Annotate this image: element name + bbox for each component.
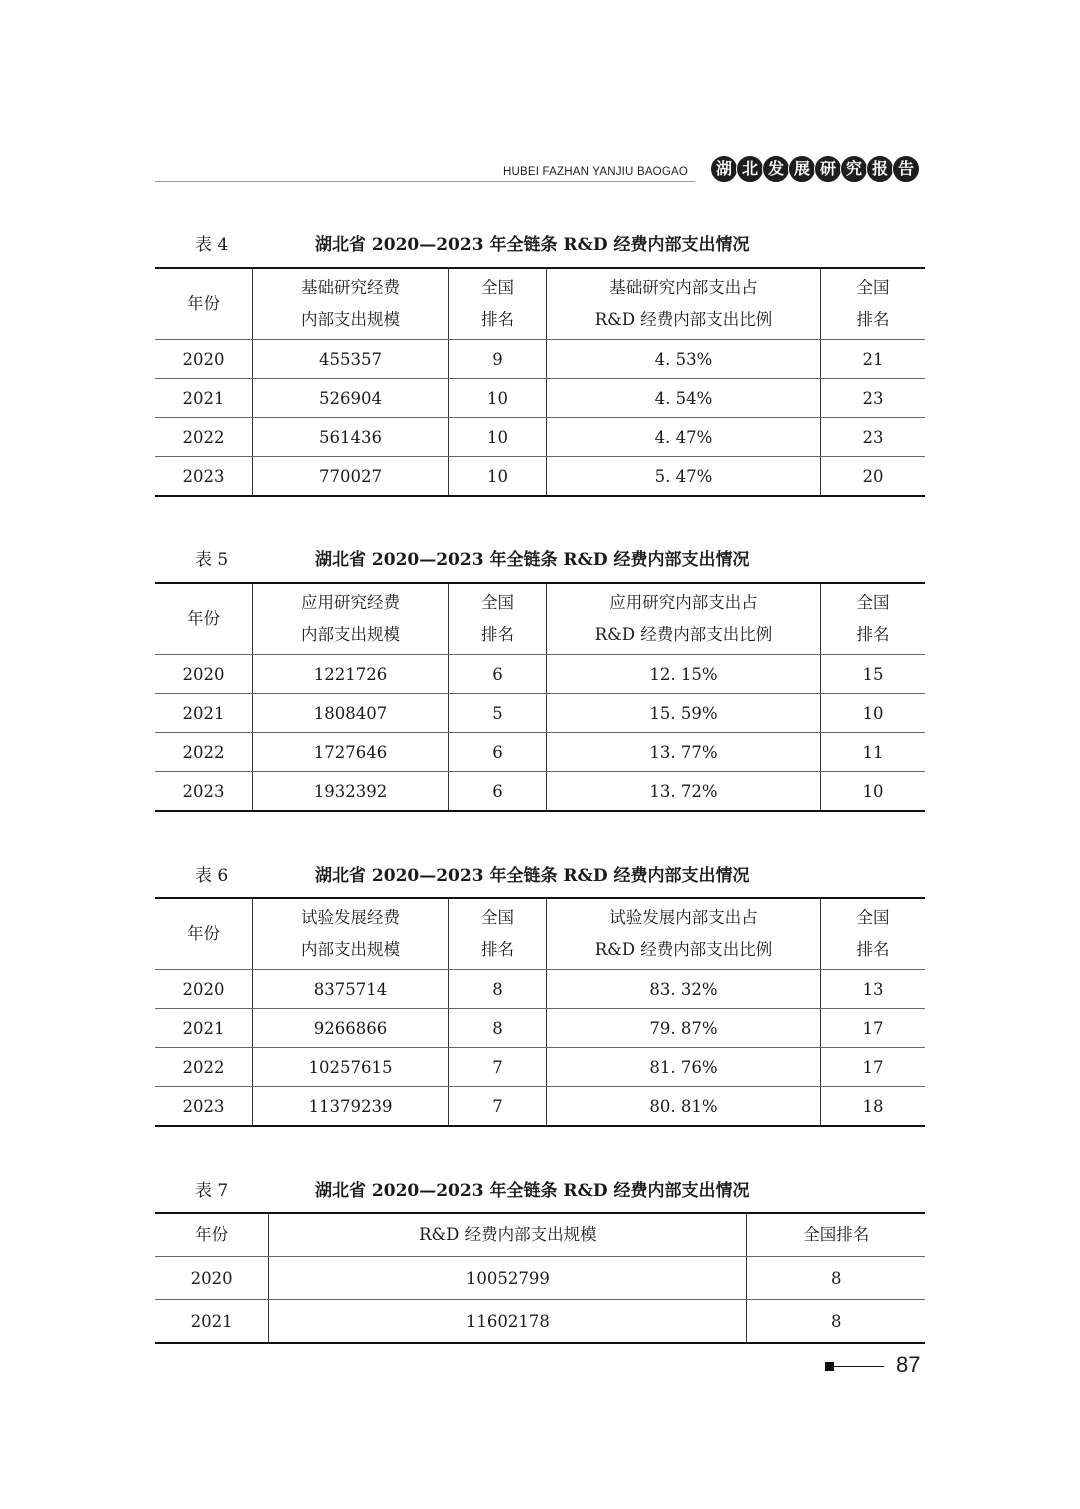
table-cell: 18 xyxy=(821,1087,926,1127)
table-cell: 455357 xyxy=(253,340,449,379)
table-cell: 7 xyxy=(449,1087,547,1127)
page-number: 87 xyxy=(896,1352,921,1377)
table-label: 表 4 xyxy=(195,235,229,255)
table-label: 表 6 xyxy=(195,866,229,886)
table-cell: 2020 xyxy=(155,1257,269,1300)
table-cell: 7 xyxy=(449,1048,547,1087)
table-5 xyxy=(155,582,925,812)
table-cell: 9 xyxy=(449,340,547,379)
table-header-row xyxy=(155,268,925,340)
table-cell: 6 xyxy=(449,772,547,812)
header-char: 北 xyxy=(736,155,764,183)
table-cell: 770027 xyxy=(253,457,449,497)
header-char: 告 xyxy=(892,155,920,183)
table-row xyxy=(155,457,925,497)
footer-square-mark xyxy=(825,1362,834,1371)
table-row xyxy=(155,1257,925,1300)
header-rule xyxy=(155,181,695,182)
table-cell: 17 xyxy=(821,1009,926,1048)
table-cell: 4. 54% xyxy=(547,379,821,418)
table-6-caption xyxy=(155,861,925,885)
table-cell: 2023 xyxy=(155,1087,253,1127)
table-cell: 2021 xyxy=(155,1300,269,1344)
table-title: 湖北省 2020—2023 年全链条 R&D 经费内部支出情况 xyxy=(315,1181,750,1201)
table-row xyxy=(155,772,925,812)
column-header: 应用研究经费 内部支出规模 xyxy=(253,583,449,655)
header-char: 发 xyxy=(762,155,790,183)
table-cell: 15. 59% xyxy=(547,694,821,733)
column-header: 全国 排名 xyxy=(821,268,926,340)
table-4 xyxy=(155,267,925,497)
table-cell: 2021 xyxy=(155,379,253,418)
table-cell: 10 xyxy=(449,418,547,457)
table-cell: 2022 xyxy=(155,418,253,457)
table-6 xyxy=(155,897,925,1127)
table-cell: 4. 53% xyxy=(547,340,821,379)
table-cell: 2023 xyxy=(155,772,253,812)
table-cell: 21 xyxy=(821,340,926,379)
table-row xyxy=(155,694,925,733)
column-header: 年份 xyxy=(155,1213,269,1257)
table-row xyxy=(155,733,925,772)
table-cell: 20 xyxy=(821,457,926,497)
table-cell: 79. 87% xyxy=(547,1009,821,1048)
table-7-caption xyxy=(155,1176,925,1200)
table-cell: 2020 xyxy=(155,970,253,1009)
table-cell: 8 xyxy=(449,1009,547,1048)
column-header: 全国 排名 xyxy=(449,268,547,340)
table-cell: 8 xyxy=(747,1257,925,1300)
table-7 xyxy=(155,1212,925,1344)
table-cell: 11379239 xyxy=(253,1087,449,1127)
table-row xyxy=(155,970,925,1009)
table-cell: 81. 76% xyxy=(547,1048,821,1087)
table-cell: 13. 72% xyxy=(547,772,821,812)
table-cell: 1932392 xyxy=(253,772,449,812)
table-cell: 10257615 xyxy=(253,1048,449,1087)
table-cell: 10 xyxy=(821,772,926,812)
table-cell: 1727646 xyxy=(253,733,449,772)
column-header: 全国排名 xyxy=(747,1213,925,1257)
table-body xyxy=(155,655,925,812)
table-row xyxy=(155,655,925,694)
table-body xyxy=(155,970,925,1127)
column-header: R&D 经费内部支出规模 xyxy=(269,1213,747,1257)
table-cell: 2021 xyxy=(155,694,253,733)
table-cell: 11 xyxy=(821,733,926,772)
table-cell: 561436 xyxy=(253,418,449,457)
table-cell: 4. 47% xyxy=(547,418,821,457)
table-row xyxy=(155,340,925,379)
table-body xyxy=(155,340,925,497)
header-english-title: HUBEI FAZHAN YANJIU BAOGAO xyxy=(503,166,688,178)
column-header: 试验发展内部支出占 R&D 经费内部支出比例 xyxy=(547,898,821,970)
header-char: 展 xyxy=(788,155,816,183)
table-row xyxy=(155,379,925,418)
table-row xyxy=(155,418,925,457)
column-header: 年份 xyxy=(155,268,253,340)
table-cell: 526904 xyxy=(253,379,449,418)
table-cell: 10052799 xyxy=(269,1257,747,1300)
table-4-caption xyxy=(155,230,925,254)
table-header-row xyxy=(155,1213,925,1257)
table-cell: 1221726 xyxy=(253,655,449,694)
running-header xyxy=(155,150,920,186)
table-cell: 12. 15% xyxy=(547,655,821,694)
table-cell: 6 xyxy=(449,655,547,694)
header-char: 报 xyxy=(866,155,894,183)
table-cell: 9266866 xyxy=(253,1009,449,1048)
column-header: 基础研究内部支出占 R&D 经费内部支出比例 xyxy=(547,268,821,340)
table-row xyxy=(155,1087,925,1127)
table-label: 表 5 xyxy=(195,550,229,570)
table-title: 湖北省 2020—2023 年全链条 R&D 经费内部支出情况 xyxy=(315,550,750,570)
table-cell: 17 xyxy=(821,1048,926,1087)
table-cell: 80. 81% xyxy=(547,1087,821,1127)
table-cell: 13. 77% xyxy=(547,733,821,772)
column-header: 年份 xyxy=(155,583,253,655)
table-cell: 8 xyxy=(449,970,547,1009)
table-header-row xyxy=(155,583,925,655)
table-cell: 10 xyxy=(449,457,547,497)
table-cell: 11602178 xyxy=(269,1300,747,1344)
table-body xyxy=(155,1257,925,1344)
table-cell: 83. 32% xyxy=(547,970,821,1009)
column-header: 应用研究内部支出占 R&D 经费内部支出比例 xyxy=(547,583,821,655)
table-header-row xyxy=(155,898,925,970)
header-char: 湖 xyxy=(710,155,738,183)
table-cell: 2021 xyxy=(155,1009,253,1048)
table-label: 表 7 xyxy=(195,1181,229,1201)
page-footer xyxy=(822,1352,922,1382)
table-cell: 2022 xyxy=(155,733,253,772)
table-cell: 15 xyxy=(821,655,926,694)
table-title: 湖北省 2020—2023 年全链条 R&D 经费内部支出情况 xyxy=(315,235,750,255)
column-header: 年份 xyxy=(155,898,253,970)
column-header: 全国 排名 xyxy=(821,583,926,655)
table-cell: 2023 xyxy=(155,457,253,497)
footer-rule xyxy=(834,1366,884,1367)
table-cell: 2020 xyxy=(155,340,253,379)
column-header: 全国 排名 xyxy=(449,898,547,970)
table-title: 湖北省 2020—2023 年全链条 R&D 经费内部支出情况 xyxy=(315,866,750,886)
table-row xyxy=(155,1048,925,1087)
header-char: 究 xyxy=(840,155,868,183)
table-cell: 23 xyxy=(821,418,926,457)
column-header: 基础研究经费 内部支出规模 xyxy=(253,268,449,340)
table-5-caption xyxy=(155,545,925,569)
table-row xyxy=(155,1009,925,1048)
table-cell: 5 xyxy=(449,694,547,733)
table-row xyxy=(155,1300,925,1344)
table-cell: 10 xyxy=(821,694,926,733)
header-chinese-title xyxy=(712,155,920,183)
table-cell: 5. 47% xyxy=(547,457,821,497)
table-cell: 23 xyxy=(821,379,926,418)
column-header: 全国 排名 xyxy=(821,898,926,970)
table-cell: 6 xyxy=(449,733,547,772)
table-cell: 13 xyxy=(821,970,926,1009)
column-header: 试验发展经费 内部支出规模 xyxy=(253,898,449,970)
table-cell: 2022 xyxy=(155,1048,253,1087)
table-cell: 8375714 xyxy=(253,970,449,1009)
table-cell: 1808407 xyxy=(253,694,449,733)
table-cell: 8 xyxy=(747,1300,925,1344)
table-cell: 10 xyxy=(449,379,547,418)
table-cell: 2020 xyxy=(155,655,253,694)
header-char: 研 xyxy=(814,155,842,183)
column-header: 全国 排名 xyxy=(449,583,547,655)
